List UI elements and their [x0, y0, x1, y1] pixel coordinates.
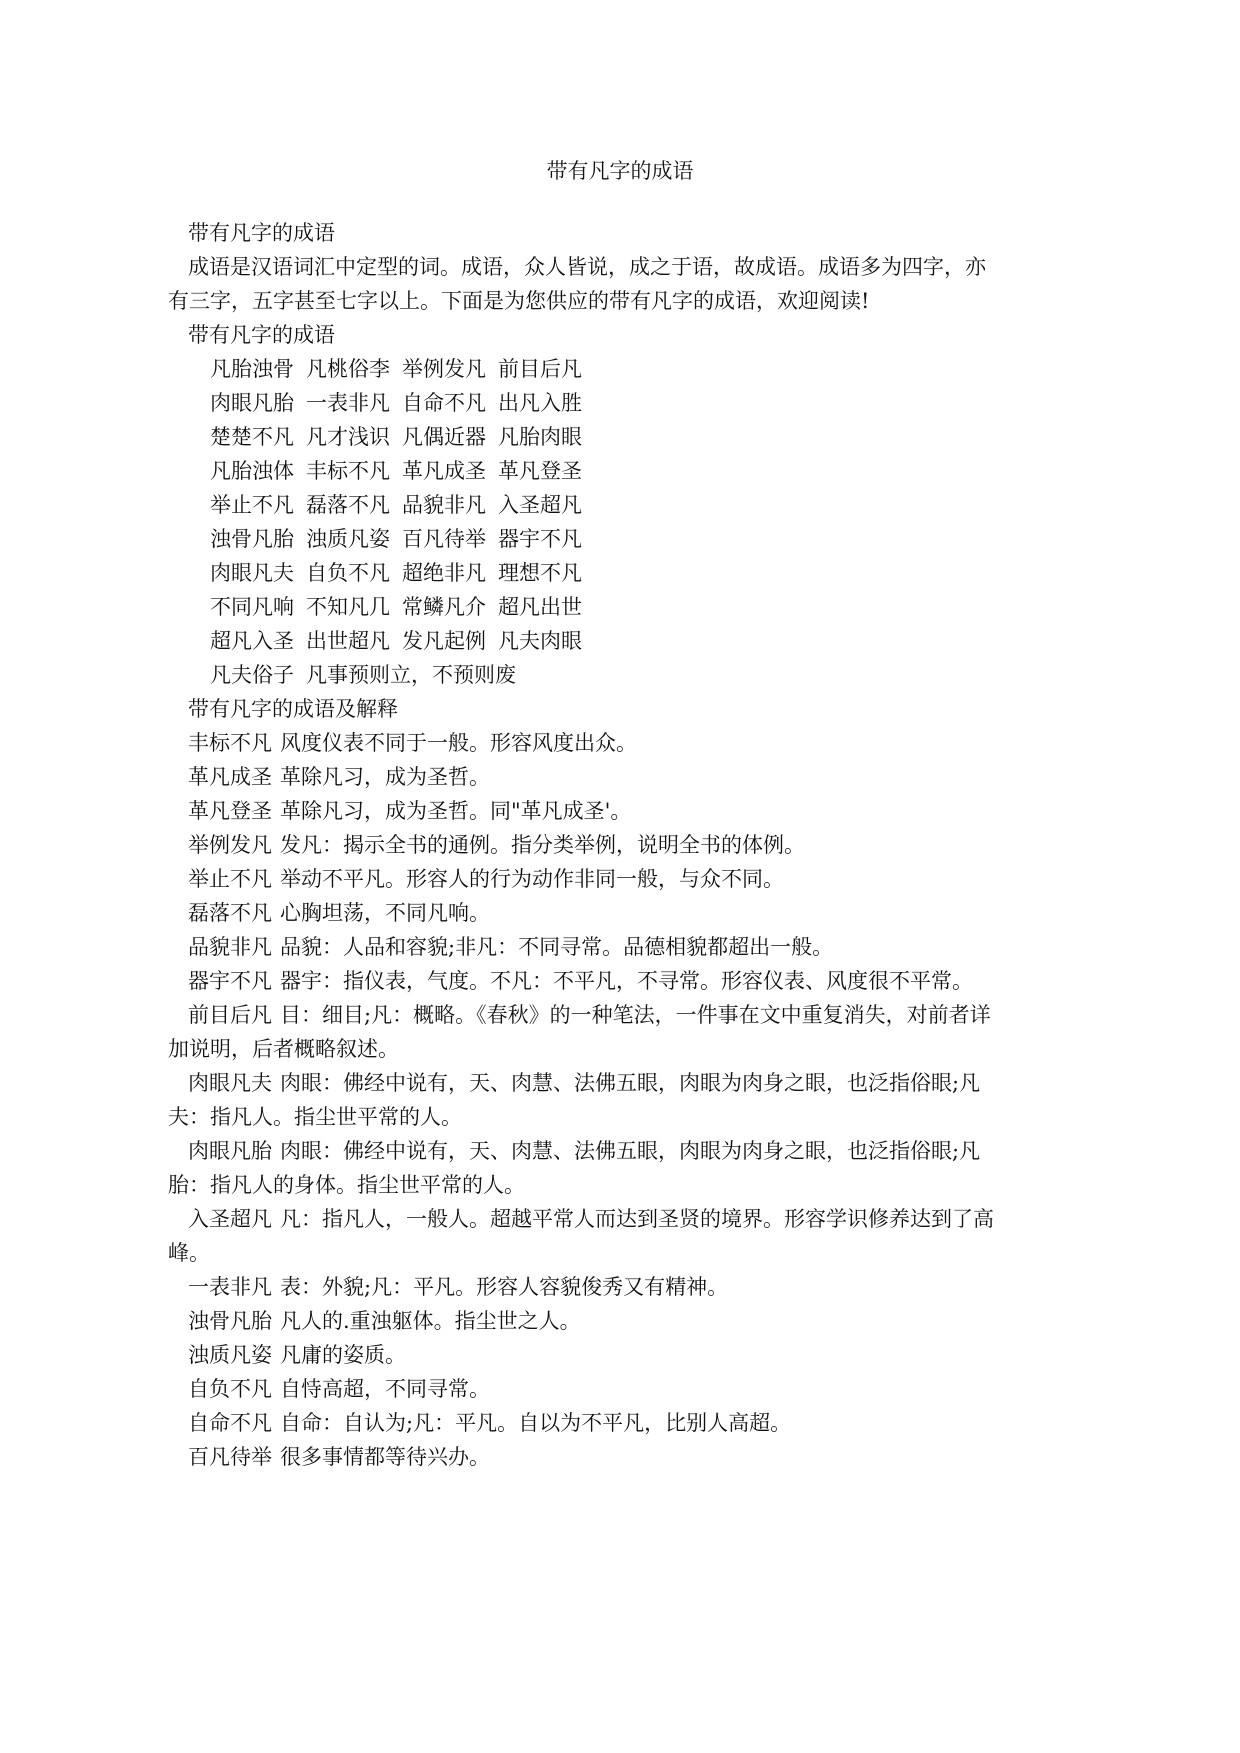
idiom-row — [210, 660, 528, 690]
idiom: 百凡待举 — [402, 527, 486, 551]
idiom-term: 革凡登圣 — [188, 799, 272, 823]
idiom: 常鳞凡介 — [402, 595, 486, 619]
idiom-term: 一表非凡 — [188, 1275, 272, 1299]
idiom: 浊骨凡胎 — [210, 527, 294, 551]
idiom: 凡夫肉眼 — [498, 629, 582, 653]
explanation-entry — [188, 1306, 581, 1336]
idiom: 自负不凡 — [306, 561, 390, 585]
explanation-entry — [188, 1408, 791, 1438]
idiom-definition: 凡庸的姿质。 — [280, 1343, 406, 1367]
idiom-row — [210, 456, 594, 486]
idiom: 超凡入圣 — [210, 629, 294, 653]
idiom-definition: 发凡：揭示全书的通例。指分类举例，说明全书的体例。 — [280, 833, 805, 857]
explanation-entry — [188, 762, 490, 792]
idiom-term: 肉眼凡夫 — [188, 1071, 272, 1095]
explanation-entry — [188, 728, 637, 758]
section-heading: 带有凡字的成语 — [188, 323, 335, 347]
idiom-definition: 肉眼：佛经中说有，天、肉慧、法佛五眼，肉眼为肉身之眼，也泛指俗眼;凡 — [280, 1071, 981, 1095]
idiom-term: 自命不凡 — [188, 1411, 272, 1435]
idiom: 器宇不凡 — [498, 527, 582, 551]
explanation-entry — [188, 1340, 406, 1370]
idiom: 楚楚不凡 — [210, 425, 294, 449]
idiom-definition: 凡：指凡人，一般人。超越平常人而达到圣贤的境界。形容学识修养达到了高 — [280, 1207, 994, 1231]
explanation-entry — [188, 830, 805, 860]
idiom-definition: 凡人的.重浊躯体。指尘世之人。 — [280, 1309, 581, 1333]
explanation-entry — [188, 1374, 490, 1404]
idiom-definition: 器宇：指仪表，气度。不凡：不平凡，不寻常。形容仪表、风度很不平常。 — [280, 969, 973, 993]
explanation-entry — [188, 864, 784, 894]
idiom: 凡事预则立，不预则废 — [306, 663, 516, 687]
section-heading: 带有凡字的成语及解释 — [188, 697, 398, 721]
idiom-term: 丰标不凡 — [188, 731, 272, 755]
idiom-row — [210, 388, 594, 418]
idiom-definition: 品貌：人品和容貌;非凡：不同寻常。品德相貌都超出一般。 — [280, 935, 834, 959]
idiom: 革凡登圣 — [498, 459, 582, 483]
explanation-entry — [188, 898, 490, 928]
idiom-row — [210, 524, 594, 554]
idiom-definition: 革除凡习，成为圣哲。同"革凡成圣'。 — [280, 799, 632, 823]
explanation-entry — [188, 932, 833, 962]
intro-paragraph-line: 成语是汉语词汇中定型的词。成语，众人皆说，成之于语，故成语。成语多为四字，亦 — [188, 255, 986, 279]
idiom-term: 浊骨凡胎 — [188, 1309, 272, 1333]
idiom: 品貌非凡 — [402, 493, 486, 517]
idiom: 一表非凡 — [306, 391, 390, 415]
idiom-term: 自负不凡 — [188, 1377, 272, 1401]
idiom-row — [210, 626, 594, 656]
explanation-continuation: 峰。 — [168, 1241, 210, 1265]
idiom: 凡胎浊体 — [210, 459, 294, 483]
idiom: 举例发凡 — [402, 357, 486, 381]
idiom-term: 举止不凡 — [188, 867, 272, 891]
idiom: 理想不凡 — [498, 561, 582, 585]
idiom: 入圣超凡 — [498, 493, 582, 517]
explanation-entry — [188, 1272, 728, 1302]
explanation-continuation: 夫：指凡人。指尘世平常的人。 — [168, 1105, 462, 1129]
idiom: 发凡起例 — [402, 629, 486, 653]
explanation-entry — [188, 1136, 980, 1166]
idiom: 出凡入胜 — [498, 391, 582, 415]
idiom-term: 举例发凡 — [188, 833, 272, 857]
idiom-definition: 肉眼：佛经中说有，天、肉慧、法佛五眼，肉眼为肉身之眼，也泛指俗眼;凡 — [280, 1139, 981, 1163]
idiom-term: 革凡成圣 — [188, 765, 272, 789]
idiom: 磊落不凡 — [306, 493, 390, 517]
idiom-row — [210, 490, 594, 520]
explanation-entry — [188, 1442, 490, 1472]
idiom: 凡偶近器 — [402, 425, 486, 449]
idiom: 不知凡几 — [306, 595, 390, 619]
explanation-entry — [188, 1000, 991, 1030]
idiom: 革凡成圣 — [402, 459, 486, 483]
idiom-row — [210, 558, 594, 588]
idiom-row — [210, 354, 594, 384]
idiom: 凡桃俗李 — [306, 357, 390, 381]
idiom-definition: 心胸坦荡，不同凡响。 — [280, 901, 490, 925]
idiom-definition: 目：细目;凡：概略。《春秋》的一种笔法，一件事在文中重复消失，对前者详 — [280, 1003, 991, 1027]
explanation-entry — [188, 966, 973, 996]
intro-paragraph-line: 有三字，五字甚至七字以上。下面是为您供应的带有凡字的成语，欢迎阅读! — [168, 289, 870, 313]
idiom-definition: 举动不平凡。形容人的行为动作非同一般，与众不同。 — [280, 867, 784, 891]
idiom-term: 百凡待举 — [188, 1445, 272, 1469]
idiom-definition: 很多事情都等待兴办。 — [280, 1445, 490, 1469]
document-title: 带有凡字的成语 — [546, 159, 694, 183]
idiom: 不同凡响 — [210, 595, 294, 619]
idiom-term: 肉眼凡胎 — [188, 1139, 272, 1163]
idiom: 肉眼凡夫 — [210, 561, 294, 585]
idiom-definition: 革除凡习，成为圣哲。 — [280, 765, 490, 789]
idiom-row — [210, 422, 594, 452]
idiom: 出世超凡 — [306, 629, 390, 653]
explanation-entry — [188, 1068, 980, 1098]
explanation-entry — [188, 796, 631, 826]
idiom: 肉眼凡胎 — [210, 391, 294, 415]
idiom: 凡胎浊骨 — [210, 357, 294, 381]
explanation-continuation: 胎：指凡人的身体。指尘世平常的人。 — [168, 1173, 525, 1197]
idiom-term: 磊落不凡 — [188, 901, 272, 925]
idiom-term: 入圣超凡 — [188, 1207, 272, 1231]
idiom-definition: 自命：自认为;凡：平凡。自以为不平凡，比别人高超。 — [280, 1411, 792, 1435]
idiom-term: 品貌非凡 — [188, 935, 272, 959]
idiom-definition: 自恃高超，不同寻常。 — [280, 1377, 490, 1401]
explanation-entry — [188, 1204, 994, 1234]
explanation-continuation: 加说明，后者概略叙述。 — [168, 1037, 399, 1061]
idiom: 举止不凡 — [210, 493, 294, 517]
idiom-definition: 表：外貌;凡：平凡。形容人容貌俊秀又有精神。 — [280, 1275, 729, 1299]
idiom: 凡胎肉眼 — [498, 425, 582, 449]
idiom-term: 器宇不凡 — [188, 969, 272, 993]
idiom-row — [210, 592, 594, 622]
idiom: 丰标不凡 — [306, 459, 390, 483]
idiom-term: 前目后凡 — [188, 1003, 272, 1027]
idiom: 凡才浅识 — [306, 425, 390, 449]
idiom: 超绝非凡 — [402, 561, 486, 585]
idiom: 前目后凡 — [498, 357, 582, 381]
idiom-term: 浊质凡姿 — [188, 1343, 272, 1367]
idiom: 凡夫俗子 — [210, 663, 294, 687]
idiom: 自命不凡 — [402, 391, 486, 415]
idiom: 超凡出世 — [498, 595, 582, 619]
section-heading: 带有凡字的成语 — [188, 221, 335, 245]
idiom: 浊质凡姿 — [306, 527, 390, 551]
idiom-definition: 风度仪表不同于一般。形容风度出众。 — [280, 731, 637, 755]
